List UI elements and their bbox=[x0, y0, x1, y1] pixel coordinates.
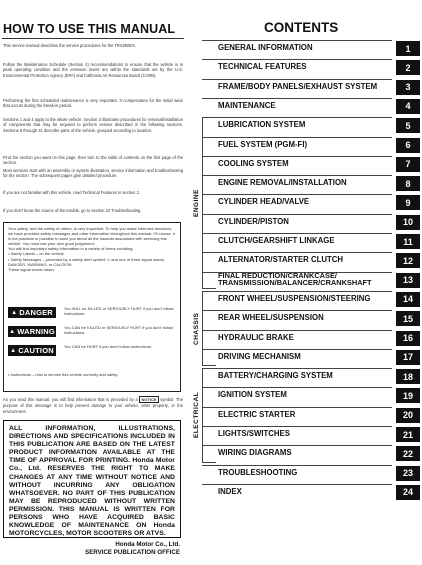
caution-text: You CAN be HURT if you don't follow instructions. bbox=[64, 344, 153, 349]
toc-label[interactable]: MAINTENANCE bbox=[218, 100, 276, 110]
group-label: ENGINE bbox=[193, 189, 200, 218]
alert-triangle-icon: ▲ bbox=[10, 347, 17, 354]
section-number-tab[interactable]: 13 bbox=[396, 273, 420, 288]
toc-divider bbox=[202, 214, 392, 215]
toc-item-22[interactable] bbox=[202, 445, 420, 462]
section-number-tab[interactable]: 18 bbox=[396, 369, 420, 384]
toc-item-24[interactable] bbox=[202, 484, 420, 501]
safety-intro-2: You will find important safety information in a variety of forms including: bbox=[8, 246, 134, 252]
toc-item-23[interactable] bbox=[202, 465, 420, 482]
title-divider bbox=[2, 38, 184, 39]
list-item: • Safety Labels – on the vehicle bbox=[8, 251, 64, 257]
section-number-tab[interactable]: 14 bbox=[396, 292, 420, 307]
toc-label[interactable]: INDEX bbox=[218, 486, 242, 496]
list-item: • Safety Messages – preceded by a safety alert symbol ⚠ and one of three signal words, DANGER, WARNING, or CAUTION. bbox=[8, 256, 165, 267]
maintenance-paragraph: Follow the Maintenance Schedule (Section 4) recommendations to ensure that the vehicle is in peak operating condition and the emission levels are within the standards set by the U.S. Environmental Protection Agency (EPA) and California Air Resources Board (CARB). bbox=[3, 62, 183, 78]
toc-label[interactable]: FUEL SYSTEM (PGM-FI) bbox=[218, 139, 308, 149]
toc-label[interactable]: REAR WHEEL/SUSPENSION bbox=[218, 313, 324, 323]
toc-divider bbox=[202, 387, 392, 388]
toc-divider bbox=[202, 484, 392, 485]
toc-label[interactable] bbox=[218, 272, 372, 288]
toc-item-18[interactable] bbox=[202, 368, 420, 385]
danger-signal: ▲ DANGER bbox=[8, 307, 56, 318]
toc-divider bbox=[202, 465, 392, 466]
toc-label[interactable]: ALTERNATOR/STARTER CLUTCH bbox=[218, 255, 344, 265]
safety-box bbox=[3, 222, 181, 392]
section-number-tab[interactable]: 12 bbox=[396, 253, 420, 268]
contents-column bbox=[190, 0, 422, 565]
toc-divider bbox=[202, 310, 392, 311]
publisher-office: SERVICE PUBLICATION OFFICE bbox=[85, 549, 180, 556]
toc-item-6[interactable] bbox=[202, 137, 420, 154]
toc-divider bbox=[202, 79, 392, 80]
toc-label[interactable]: LUBRICATION SYSTEM bbox=[218, 120, 306, 130]
section-number-tab[interactable]: 20 bbox=[396, 408, 420, 423]
toc-divider bbox=[202, 330, 392, 331]
toc-divider bbox=[202, 194, 392, 195]
toc-item-2[interactable] bbox=[202, 59, 420, 76]
section-number-tab[interactable]: 15 bbox=[396, 311, 420, 326]
toc-label-line: TRANSMISSION/BALANCER/CRANKSHAFT bbox=[218, 278, 372, 288]
group-label: CHASSIS bbox=[193, 312, 200, 345]
section-number-tab[interactable]: 3 bbox=[396, 80, 420, 95]
section-number-tab[interactable]: 21 bbox=[396, 427, 420, 442]
toc-label[interactable]: COOLING SYSTEM bbox=[218, 158, 289, 168]
alert-triangle-icon: ▲ bbox=[9, 328, 16, 335]
toc-label[interactable]: ENGINE REMOVAL/INSTALLATION bbox=[218, 178, 347, 188]
group-label: ELECTRICAL bbox=[193, 392, 200, 439]
page-title: HOW TO USE THIS MANUAL bbox=[3, 22, 176, 36]
toc-divider bbox=[202, 175, 392, 176]
toc-divider bbox=[202, 445, 392, 446]
disclaimer-text: ALL INFORMATION, ILLUSTRATIONS, DIRECTIONS AND SPECIFICATIONS INCLUDED IN THIS PUBLICATION ARE BASED ON THE LATEST PRODUCT INFORMATION AVAILABLE AT THE TIME OF APPROVAL FOR PRINTING. Honda Motor Co., Ltd. RESERVES THE RIGHT TO MAKE CHANGES AT ANY TIME WITHOUT NOTICE AND WITHOUT INCURRING ANY OBLIGATION WHATSOEVER. NO PART OF THIS PUBLICATION MAY BE REPRODUCED WITHOUT WRITTEN PERMISSION. THIS MANUAL IS WRITTEN FOR PERSONS WHO HAVE ACQUIRED BASIC KNOWLEDGE OF MAINTENANCE ON Honda MOTORCYCLES, MOTOR SCOOTERS OR ATVS. bbox=[9, 425, 175, 538]
notice-paragraph: As you read this manual, you will find information that is preceded by a NOTICE symbol. The purpose of this message is to help prevent damage to your vehicle, other property, or the environment. bbox=[3, 397, 183, 414]
toc-divider bbox=[202, 117, 392, 118]
section-number-tab[interactable]: 7 bbox=[396, 157, 420, 172]
toc-label[interactable]: CYLINDER HEAD/VALVE bbox=[218, 197, 310, 207]
toc-label[interactable]: TROUBLESHOOTING bbox=[218, 467, 298, 477]
toc-label[interactable]: ELECTRIC STARTER bbox=[218, 409, 296, 419]
section-number-tab[interactable]: 2 bbox=[396, 60, 420, 75]
section-number-tab[interactable]: 17 bbox=[396, 350, 420, 365]
intro-paragraph: This service manual describes the service procedures for the TRX250EX. bbox=[3, 43, 137, 48]
notice-symbol: NOTICE bbox=[141, 397, 157, 402]
section-number-tab[interactable]: 22 bbox=[396, 446, 420, 461]
toc-item-5[interactable] bbox=[202, 117, 420, 134]
troubleshooting-paragraph: If you don't know the source of the trouble, go to section 23 Troubleshooting. bbox=[3, 208, 142, 213]
toc-label[interactable]: WIRING DIAGRAMS bbox=[218, 448, 292, 458]
toc-label[interactable]: GENERAL INFORMATION bbox=[218, 43, 313, 52]
toc-item-3[interactable] bbox=[202, 79, 420, 96]
toc-label[interactable]: FRAME/BODY PANELS/EXHAUST SYSTEM bbox=[218, 81, 378, 91]
toc-item-12[interactable] bbox=[202, 252, 420, 269]
toc-label[interactable]: FRONT WHEEL/SUSPENSION/STEERING bbox=[218, 293, 371, 303]
warning-signal: ▲ WARNING bbox=[9, 327, 55, 336]
toc-item-8[interactable] bbox=[202, 175, 420, 192]
toc-item-17[interactable] bbox=[202, 349, 420, 366]
toc-divider bbox=[202, 137, 392, 138]
toc-label[interactable]: IGNITION SYSTEM bbox=[218, 390, 287, 400]
section-number-tab[interactable]: 4 bbox=[396, 99, 420, 114]
toc-divider bbox=[202, 291, 392, 292]
signal-intro: These signal words mean: bbox=[8, 266, 55, 272]
toc-item-19[interactable] bbox=[202, 387, 420, 404]
toc-item-1[interactable] bbox=[202, 40, 420, 57]
toc-divider bbox=[202, 233, 392, 234]
section-number-tab[interactable]: 5 bbox=[396, 118, 420, 133]
warning-text: You CAN be KILLED or SERIOUSLY HURT if you don't follow instructions. bbox=[64, 325, 173, 336]
sections-paragraph: Sections 1 and 4 apply to the whole vehicle. Section 3 illustrates procedures for removal/installation of components that may be required to perform service described in the following sections. Sections 5 through 21 describe parts of the vehicle, grouped according to location. bbox=[3, 117, 183, 133]
toc-divider bbox=[202, 59, 392, 60]
toc-divider bbox=[202, 368, 392, 369]
group-bracket bbox=[202, 368, 216, 463]
group-bracket bbox=[202, 117, 216, 289]
toc-divider bbox=[202, 98, 392, 99]
how-to-use-column bbox=[0, 0, 186, 565]
toc-item-4[interactable] bbox=[202, 98, 420, 115]
toc-item-9[interactable] bbox=[202, 194, 420, 211]
toc-label[interactable]: TECHNICAL FEATURES bbox=[218, 62, 307, 72]
group-bracket bbox=[202, 291, 216, 366]
section-number-tab[interactable]: 1 bbox=[396, 41, 420, 56]
toc-item-13[interactable] bbox=[202, 272, 420, 289]
safety-bullets bbox=[8, 251, 176, 266]
toc-item-7[interactable] bbox=[202, 156, 420, 173]
disclaimer-box bbox=[3, 420, 181, 538]
toc-label[interactable]: BATTERY/CHARGING SYSTEM bbox=[218, 371, 333, 381]
section-number-tab[interactable]: 16 bbox=[396, 331, 420, 346]
technical-features-paragraph: If you are not familiar with this vehicle, read Technical Features in section 2. bbox=[3, 190, 140, 195]
instructions-bullet: • Instructions – how to service this vehicle correctly and safely. bbox=[8, 372, 119, 377]
section-number-tab[interactable]: 10 bbox=[396, 215, 420, 230]
toc-divider bbox=[202, 407, 392, 408]
section-number-tab[interactable]: 9 bbox=[396, 195, 420, 210]
toc-label-line: FINAL REDUCTION/CRANKCASE/ bbox=[218, 270, 337, 280]
toc-label[interactable]: CYLINDER/PISTON bbox=[218, 216, 289, 226]
publisher-name: Honda Motor Co., Ltd. bbox=[115, 541, 180, 548]
toc-item-11[interactable] bbox=[202, 233, 420, 250]
toc-divider bbox=[202, 349, 392, 350]
toc-item-14[interactable] bbox=[202, 291, 420, 308]
section-number-tab[interactable]: 24 bbox=[396, 485, 420, 500]
toc-item-15[interactable] bbox=[202, 310, 420, 327]
section-number-tab[interactable]: 11 bbox=[396, 234, 420, 249]
danger-text: You WILL be KILLED or SERIOUSLY HURT if you don't follow instructions. bbox=[64, 306, 174, 317]
toc-label[interactable]: DRIVING MECHANISM bbox=[218, 351, 301, 361]
toc-divider bbox=[202, 252, 392, 253]
caution-signal: ▲ CAUTION bbox=[8, 345, 56, 356]
section-number-tab[interactable]: 8 bbox=[396, 176, 420, 191]
toc-item-21[interactable] bbox=[202, 426, 420, 443]
safety-intro: Your safety, and the safety of others, is very important. To help you make informed decisions, we have provided safety messages and other information throughout this manual. Of course, it is not practical or possible to warn you about all the hazards associated with servicing this vehicle. You must use your own good judgement. bbox=[8, 226, 175, 247]
section-number-tab[interactable]: 6 bbox=[396, 138, 420, 153]
section-number-tab[interactable]: 19 bbox=[396, 388, 420, 403]
first-maintenance-paragraph: Performing the first scheduled maintenance is very important. It compensates for the initial wear that occurs during the break-in period. bbox=[3, 98, 183, 109]
contents-title: CONTENTS bbox=[264, 20, 339, 35]
toc-item-10[interactable] bbox=[202, 214, 420, 231]
toc-divider bbox=[202, 426, 392, 427]
alert-triangle-icon: ▲ bbox=[11, 309, 18, 316]
toc-label[interactable]: HYDRAULIC BRAKE bbox=[218, 332, 294, 342]
section-number-tab[interactable]: 23 bbox=[396, 466, 420, 481]
find-section-paragraph: Find the section you want on this page, then turn to the table of contents on the first page of the section. bbox=[3, 155, 183, 166]
toc-item-20[interactable] bbox=[202, 407, 420, 424]
toc-label[interactable]: CLUTCH/GEARSHIFT LINKAGE bbox=[218, 236, 335, 245]
toc-item-16[interactable] bbox=[202, 330, 420, 347]
toc-label[interactable]: LIGHTS/SWITCHES bbox=[218, 429, 290, 438]
section-structure-paragraph: Most sections start with an assembly or system illustration, service information and troubleshooting for the section. The subsequent pages give detailed procedure. bbox=[3, 168, 183, 179]
toc-divider bbox=[202, 40, 392, 41]
toc-divider bbox=[202, 156, 392, 157]
